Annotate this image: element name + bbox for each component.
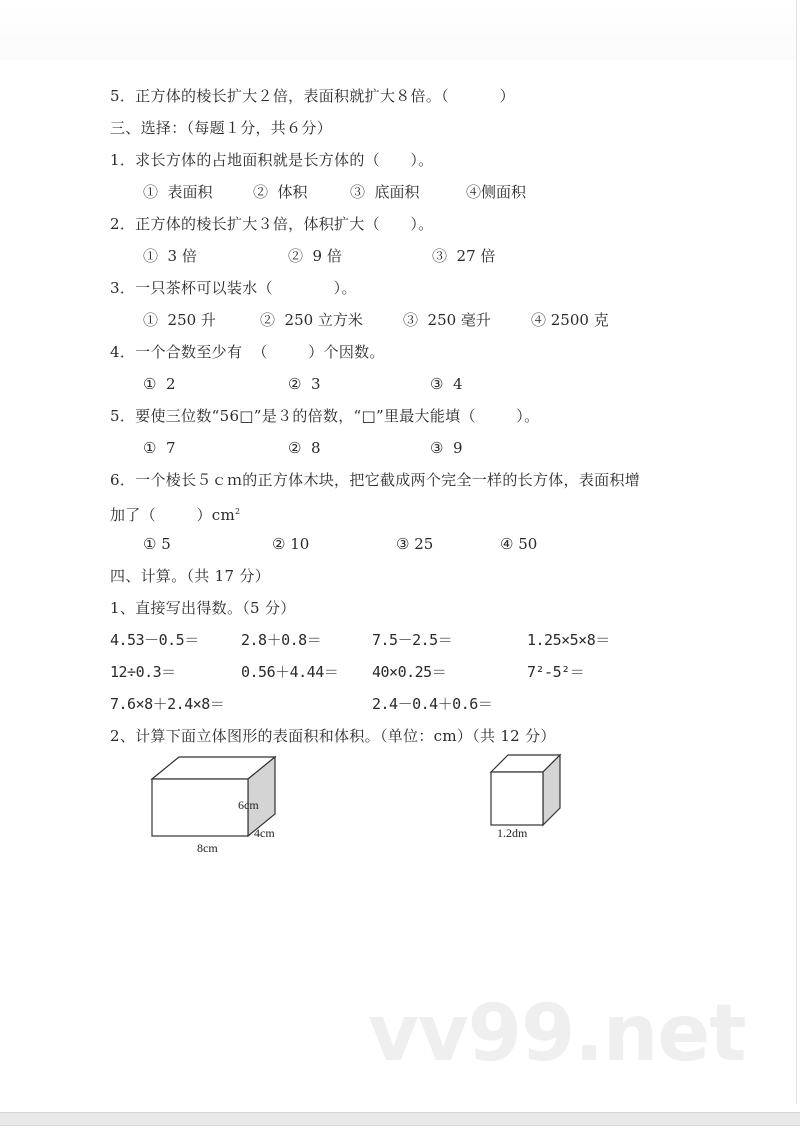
- superscript: 2: [234, 507, 241, 516]
- calc-item: 12÷0.3＝: [110, 663, 176, 681]
- cube-edge-label: 1.2dm: [497, 826, 528, 840]
- watermark: vv99.net: [368, 989, 746, 1079]
- page-separator: [0, 1112, 800, 1126]
- choice-q4-opt3: ③ 4: [430, 375, 463, 393]
- choice-q5: 5．要使三位数“56□”是３的倍数，“□”里最大能填（ ）。: [110, 407, 540, 425]
- calc-item: 7²-5²＝: [527, 663, 585, 681]
- choice-q4: 4．一个合数至少有 （ ）个因数。: [110, 343, 385, 361]
- choice-q6: 6．一个棱长５ｃｍ的正方体木块，把它截成两个完全一样的长方体，表面积增: [110, 471, 641, 489]
- choice-q4-opt2: ② 3: [288, 375, 321, 393]
- cuboid-depth-label: 4cm: [254, 826, 275, 840]
- calc-item: 7.5－2.5＝: [372, 631, 453, 649]
- section4-title: 四、计算。（共 17 分）: [110, 567, 271, 585]
- section4-part2-title: 2、计算下面立体图形的表面积和体积。（单位：cm）（共 12 分）: [110, 727, 556, 745]
- calc-item: 0.56＋4.44＝: [241, 663, 339, 681]
- choice-q1-opt4: ④侧面积: [466, 183, 527, 201]
- cuboid-height-label: 6cm: [238, 798, 259, 812]
- cuboid-length-label: 8cm: [197, 841, 218, 855]
- calc-item: 2.4－0.4＋0.6＝: [372, 695, 493, 713]
- choice-q3-opt3: ③ 250 毫升: [403, 311, 491, 329]
- choice-q2-opt3: ③ 27 倍: [432, 247, 496, 265]
- cuboid-figure: [152, 757, 275, 836]
- calc-item: 4.53－0.5＝: [110, 631, 199, 649]
- true-false-q5: 5．正方体的棱长扩大２倍，表面积就扩大８倍。（ ）: [110, 87, 515, 105]
- choice-q5-opt1: ① 7: [143, 439, 176, 457]
- choice-q6-opt3: ③ 25: [396, 535, 434, 553]
- cube-figure: [491, 755, 560, 825]
- choice-q2-opt2: ② 9 倍: [288, 247, 342, 265]
- calc-item: 40×0.25＝: [372, 663, 447, 681]
- calc-item: 1.25×5×8＝: [527, 631, 610, 649]
- choice-q6-opt4: ④ 50: [500, 535, 538, 553]
- choice-q3: 3．一只茶杯可以装水（ ）。: [110, 279, 357, 297]
- choice-q3-opt4: ④ 2500 克: [531, 311, 609, 329]
- choice-q1-opt2: ② 体积: [253, 183, 308, 201]
- choice-q1-opt3: ③ 底面积: [350, 183, 420, 201]
- choice-q1: 1．求长方体的占地面积就是长方体的（ ）。: [110, 151, 434, 169]
- choice-q2: 2．正方体的棱长扩大３倍，体积扩大（ ）。: [110, 215, 434, 233]
- calc-item: 2.8＋0.8＝: [241, 631, 322, 649]
- choice-q6-opt2: ② 10: [272, 535, 310, 553]
- section4-part1-title: 1、直接写出得数。（5 分）: [110, 599, 296, 617]
- choice-q5-opt3: ③ 9: [430, 439, 463, 457]
- choice-q5-opt2: ② 8: [288, 439, 321, 457]
- section3-title: 三、选择：（每题１分，共６分）: [110, 119, 333, 137]
- choice-q6-opt1: ① 5: [143, 535, 171, 553]
- choice-q4-opt1: ① 2: [143, 375, 176, 393]
- choice-q2-opt1: ① 3 倍: [143, 247, 197, 265]
- choice-q1-opt1: ① 表面积: [143, 183, 213, 201]
- choice-q6-cont-text: 加了（ ）cm: [110, 506, 235, 524]
- choice-q3-opt2: ② 250 立方米: [260, 311, 363, 329]
- calc-item: 7.6×8＋2.4×8＝: [110, 695, 225, 713]
- choice-q3-opt1: ① 250 升: [143, 311, 216, 329]
